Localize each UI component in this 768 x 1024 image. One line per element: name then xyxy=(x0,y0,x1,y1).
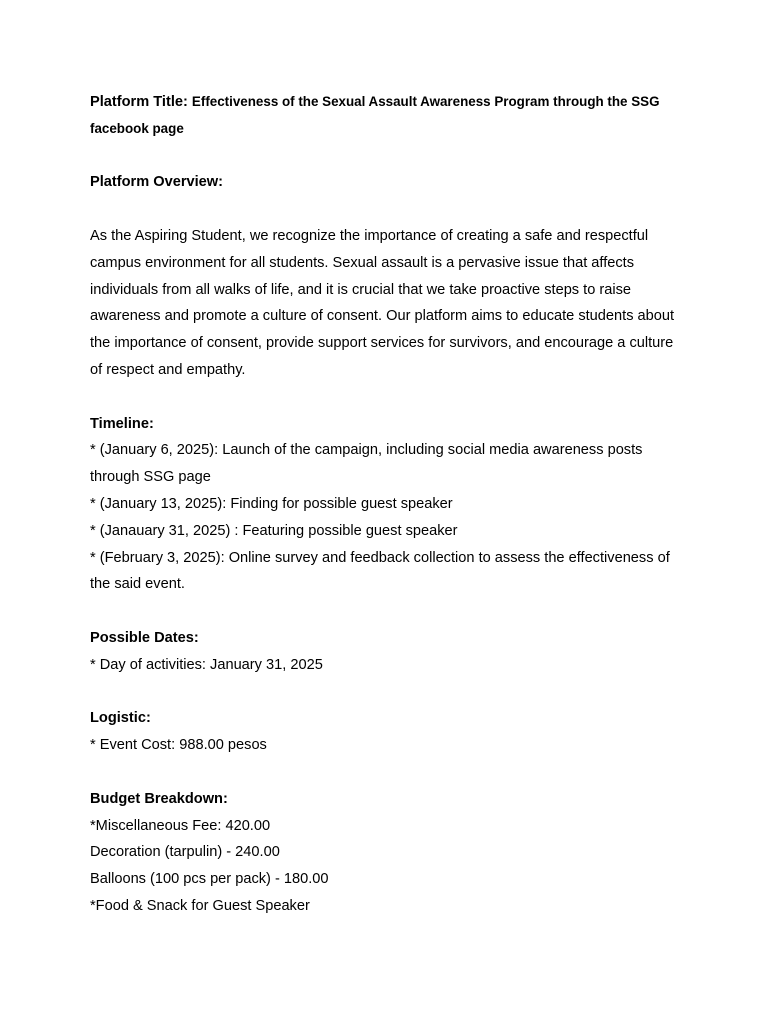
spacer xyxy=(90,759,680,786)
budget-subitem: Balloons (100 pcs per pack) - 180.00 xyxy=(90,871,329,888)
overview-paragraph: As the Aspiring Student, we recognize the importance of creating a safe and respectful campus environment for all students. Sexual assault is a pervasive issue that affects individuals from all walks of life, and it is crucial that we take proactive steps to raise awareness and promote a culture of consent. Our platform aims to educate students about the importance of consent, provide support services for survivors, and encourage a culture of respect and empathy. xyxy=(90,227,675,378)
spacer xyxy=(90,196,680,223)
budget-item: *Miscellaneous Fee: 420.00 xyxy=(90,817,271,834)
logistic-heading: Logistic: xyxy=(90,710,151,727)
platform-title-text: Effectiveness of the Sexual Assault Awareness Program through the SSG facebook page xyxy=(90,94,660,136)
spacer xyxy=(90,679,680,706)
timeline-heading: Timeline: xyxy=(90,415,154,432)
document-page xyxy=(90,89,680,920)
timeline-item: * (February 3, 2025): Online survey and feedback collection to assess the effectiveness of the said event. xyxy=(90,549,670,593)
platform-title xyxy=(90,89,680,143)
spacer xyxy=(90,143,680,170)
budget-list xyxy=(90,813,680,920)
possible-dates-heading: Possible Dates: xyxy=(90,629,199,646)
timeline-item: * (Janauary 31, 2025) : Featuring possible guest speaker xyxy=(90,522,458,539)
possible-dates-list xyxy=(90,652,680,679)
logistic-item: * Event Cost: 988.00 pesos xyxy=(90,737,267,754)
spacer xyxy=(90,384,680,411)
overview-heading: Platform Overview: xyxy=(90,174,224,191)
spacer xyxy=(90,598,680,625)
platform-title-label: Platform Title: xyxy=(90,94,188,110)
logistic-list xyxy=(90,732,680,759)
timeline-list xyxy=(90,437,680,598)
budget-breakdown-heading: Budget Breakdown: xyxy=(90,790,228,807)
budget-item: *Food & Snack for Guest Speaker xyxy=(90,897,310,914)
budget-subitem: Decoration (tarpulin) - 240.00 xyxy=(90,844,280,861)
timeline-item: * (January 13, 2025): Finding for possible guest speaker xyxy=(90,495,453,512)
possible-dates-item: * Day of activities: January 31, 2025 xyxy=(90,656,323,673)
timeline-item: * (January 6, 2025): Launch of the campaign, including social media awareness posts through SSG page xyxy=(90,442,643,486)
